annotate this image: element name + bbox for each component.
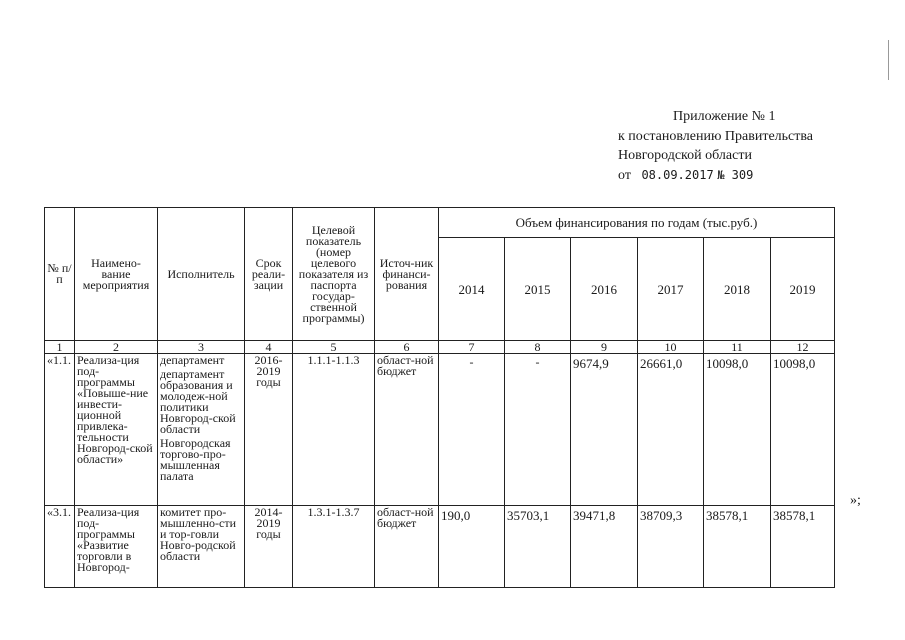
column-number: 4: [245, 341, 293, 354]
row-target: 1.3.1-1.3.7: [293, 506, 375, 588]
col-header-year: 2019: [771, 238, 835, 341]
table-header-row-1: [45, 208, 835, 238]
decree-line-1: к постановлению Правительства: [618, 129, 814, 144]
column-number: 12: [771, 341, 835, 354]
executor-entry: департамент образования и молодеж-ной политики Новгород-ской области: [160, 367, 236, 436]
scan-edge-mark: [888, 40, 889, 80]
col-header-target: Целевой показатель (номер целевого показателя из паспорта государ-ственной программы): [293, 208, 375, 341]
column-number: 6: [375, 341, 439, 354]
col-header-year: 2016: [571, 238, 638, 341]
row-source: област-ной бюджет: [375, 354, 439, 506]
column-number: 10: [638, 341, 704, 354]
row-name: Реализа-ция под-программы «Повыше-ние инвести-ционной привлека-тельности Новгород-ской области»: [75, 354, 158, 506]
row-value-2018: 10098,0: [704, 354, 771, 506]
executor-entry: комитет про-мышленно-сти и тор-говли Новго-родской области: [160, 505, 237, 563]
col-header-year: 2014: [439, 238, 505, 341]
col-header-year: 2017: [638, 238, 704, 341]
row-name: Реализа-ция под-программы «Развитие торговли в Новгород-: [75, 506, 158, 588]
row-term: 2016-2019 годы: [245, 354, 293, 506]
row-value-2016: 9674,9: [571, 354, 638, 506]
col-header-source: Источ-ник финанси-рования: [375, 208, 439, 341]
row-value-2015: 35703,1: [505, 506, 571, 588]
column-number: 11: [704, 341, 771, 354]
column-number: 3: [158, 341, 245, 354]
table-row: [45, 506, 835, 588]
funding-table: [44, 207, 835, 588]
col-header-no: № п/п: [45, 208, 75, 341]
col-header-year: 2015: [505, 238, 571, 341]
row-value-2018: 38578,1: [704, 506, 771, 588]
executor-entry: Новгородская торгово-про-мышленная палата: [160, 436, 231, 483]
row-value-2019: 38578,1: [771, 506, 835, 588]
column-number: 7: [439, 341, 505, 354]
row-value-2016: 39471,8: [571, 506, 638, 588]
col-header-year: 2018: [704, 238, 771, 341]
row-value-2015: -: [505, 354, 571, 506]
decree-line-2: Новгородской области: [618, 148, 752, 163]
col-header-executor: Исполнитель: [158, 208, 245, 341]
col-header-term: Срок реали-зации: [245, 208, 293, 341]
column-number: 5: [293, 341, 375, 354]
row-value-2014: 190,0: [439, 506, 505, 588]
executor-entry: департамент: [160, 353, 225, 367]
column-number: 1: [45, 341, 75, 354]
row-value-2019: 10098,0: [771, 354, 835, 506]
decree-date: 08.09.2017: [641, 168, 714, 182]
decree-line-3: [618, 166, 753, 185]
row-source: област-ной бюджет: [375, 506, 439, 588]
table-row: [45, 354, 835, 506]
row-executor: [158, 506, 245, 588]
closing-quote-mark: »;: [850, 493, 861, 508]
decree-from-label: от: [618, 168, 631, 183]
col-header-funding-group: Объем финансирования по годам (тыс.руб.): [439, 208, 835, 238]
column-number: 9: [571, 341, 638, 354]
row-no: «1.1.: [45, 354, 75, 506]
column-number: 2: [75, 341, 158, 354]
row-term: 2014-2019 годы: [245, 506, 293, 588]
decree-number: № 309: [717, 168, 754, 182]
row-executor: [158, 354, 245, 506]
column-number-row: [45, 341, 835, 354]
row-value-2017: 38709,3: [638, 506, 704, 588]
row-target: 1.1.1-1.1.3: [293, 354, 375, 506]
row-no: «3.1.: [45, 506, 75, 588]
row-value-2017: 26661,0: [638, 354, 704, 506]
column-number: 8: [505, 341, 571, 354]
row-value-2014: -: [439, 354, 505, 506]
appendix-title: Приложение № 1: [673, 109, 776, 124]
col-header-name: Наимено-вание мероприятия: [75, 208, 158, 341]
